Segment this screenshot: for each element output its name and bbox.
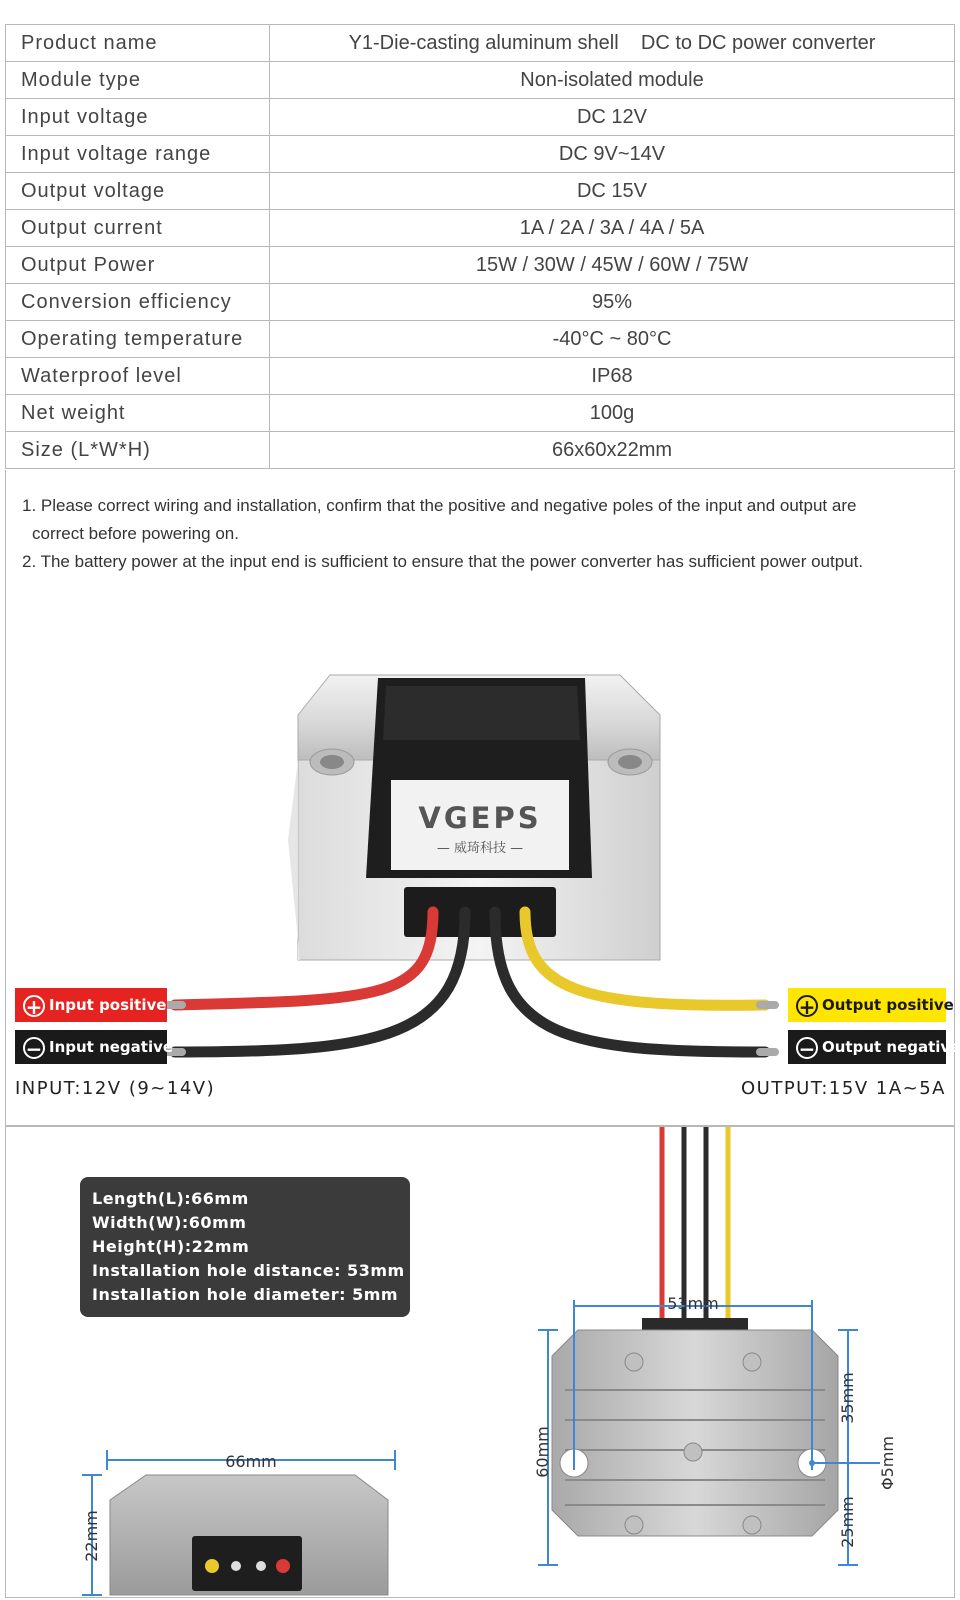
spec-label: Input voltage range <box>6 136 270 173</box>
spec-value: 95% <box>270 284 955 321</box>
spec-label: Output current <box>6 210 270 247</box>
spec-table <box>5 24 955 469</box>
spec-value: 15W / 30W / 45W / 60W / 75W <box>270 247 955 284</box>
table-row <box>6 395 955 432</box>
spec-value: Y1-Die-casting aluminum shell DC to DC power converter <box>270 25 955 62</box>
table-row <box>6 99 955 136</box>
spec-value: IP68 <box>270 358 955 395</box>
dim-5mm-diameter: Φ5mm <box>878 1436 897 1490</box>
converter-body <box>288 675 660 960</box>
spec-label: Module type <box>6 62 270 99</box>
plus-icon: + <box>796 995 818 1017</box>
length-spec: Length(L):66mm <box>92 1189 249 1208</box>
table-row <box>6 173 955 210</box>
spec-value: DC 15V <box>270 173 955 210</box>
spec-label: Waterproof level <box>6 358 270 395</box>
dim-53mm: 53mm <box>667 1294 719 1313</box>
spec-label: Output Power <box>6 247 270 284</box>
spec-label: Product name <box>6 25 270 62</box>
top-view <box>552 1127 838 1536</box>
spec-value: Non-isolated module <box>270 62 955 99</box>
spec-value: 66x60x22mm <box>270 432 955 469</box>
note-1-line-2: correct before powering on. <box>32 524 239 543</box>
spec-value: 1A / 2A / 3A / 4A / 5A <box>270 210 955 247</box>
dim-35mm: 35mm <box>838 1372 857 1424</box>
table-row <box>6 247 955 284</box>
note-1-line-1: 1. Please correct wiring and installation, confirm that the positive and negative poles of the input and output are <box>22 496 857 515</box>
spec-value: 100g <box>270 395 955 432</box>
note-2: 2. The battery power at the input end is sufficient to ensure that the power converter has sufficient power output. <box>22 552 864 571</box>
plus-icon: + <box>23 995 45 1017</box>
dim-22mm: 22mm <box>82 1510 101 1562</box>
hole-diameter-spec: Installation hole diameter: 5mm <box>92 1285 399 1304</box>
table-row <box>6 284 955 321</box>
table-row <box>6 321 955 358</box>
spec-value: DC 9V~14V <box>270 136 955 173</box>
spec-label: Input voltage <box>6 99 270 136</box>
table-row <box>6 358 955 395</box>
dim-60mm: 60mm <box>533 1426 552 1478</box>
input-negative-label <box>15 1030 174 1064</box>
input-positive-label <box>15 988 167 1022</box>
output-caption: OUTPUT:15V 1A~5A <box>740 1078 946 1099</box>
hole-distance-spec: Installation hole distance: 53mm <box>92 1261 405 1280</box>
input-negative-text: Input negative <box>49 1038 174 1056</box>
output-negative-label <box>788 1030 960 1064</box>
minus-icon: − <box>796 1037 818 1059</box>
brand-logo: VGEPS <box>418 801 542 835</box>
input-caption: INPUT:12V (9~14V) <box>15 1078 216 1099</box>
brand-subtitle: — 威琦科技 — <box>436 841 524 856</box>
table-row <box>6 136 955 173</box>
dim-66mm: 66mm <box>225 1452 277 1471</box>
spec-label: Size (L*W*H) <box>6 432 270 469</box>
dimension-drawings <box>0 1127 960 1597</box>
output-positive-label <box>788 988 954 1022</box>
table-row <box>6 62 955 99</box>
width-spec: Width(W):60mm <box>92 1213 247 1232</box>
input-positive-text: Input positive <box>49 996 167 1014</box>
spec-value: -40°C ~ 80°C <box>270 321 955 358</box>
spec-label: Net weight <box>6 395 270 432</box>
output-positive-text: Output positive <box>822 996 954 1014</box>
table-row <box>6 432 955 469</box>
minus-icon: − <box>23 1037 45 1059</box>
output-negative-text: Output negative <box>822 1038 960 1056</box>
table-row <box>6 25 955 62</box>
spec-label: Output voltage <box>6 173 270 210</box>
dim-25mm: 25mm <box>838 1496 857 1548</box>
spec-label: Conversion efficiency <box>6 284 270 321</box>
table-row <box>6 210 955 247</box>
side-view <box>110 1475 388 1595</box>
height-spec: Height(H):22mm <box>92 1237 250 1256</box>
spec-value: DC 12V <box>270 99 955 136</box>
spec-label: Operating temperature <box>6 321 270 358</box>
